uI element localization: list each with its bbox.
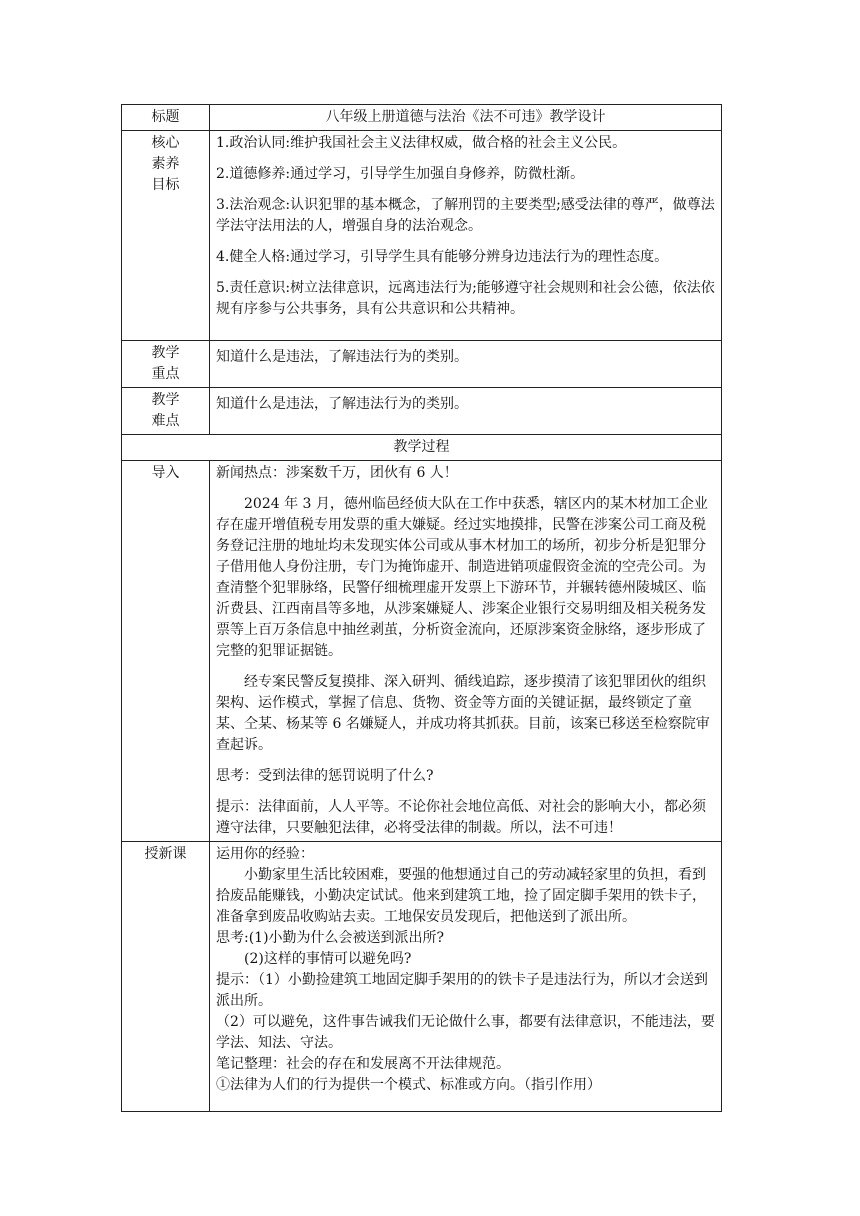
core-label-line: 目标 <box>151 177 180 193</box>
process-header-row <box>122 435 722 461</box>
intro-row <box>122 461 722 842</box>
new-lesson-point: ①法律为人们的行为提供一个模式、标准或方向。（指引作用） <box>216 1077 601 1093</box>
difficult-label-line: 教学 <box>151 392 180 408</box>
core-item: 4.健全人格:通过学习，引导学生具有能够分辨身边违法行为的理性态度。 <box>216 249 669 265</box>
new-lesson-note: 笔记整理：社会的存在和发展离不开法律规范。 <box>216 1056 510 1072</box>
intro-hint: 提示：法律面前，人人平等。不论你社会地位高低、对社会的影响大小，都必须遵守法律，只要触犯法律，必将受法律的制裁。所以，法不可违！ <box>216 799 706 836</box>
lesson-plan-table <box>121 104 722 1112</box>
intro-content <box>210 461 722 842</box>
core-item: 5.责任意识:树立法律意识，远离违法行为;能够遵守社会规则和社会公德，依法依规有序参与公共事务，具有公共意识和公共精神。 <box>216 280 715 317</box>
core-literacy-content <box>210 131 722 341</box>
intro-think: 思考：受到法律的惩罚说明了什么? <box>216 768 434 784</box>
core-literacy-label <box>122 131 210 341</box>
intro-paragraph: 经专案民警反复摸排、深入研判、循线追踪，逐步摸清了该犯罪团伙的组织架构、运作模式，掌握了信息、货物、资金等方面的关键证据，最终锁定了童某、仝某、杨某等 6 名嫌疑人，并成功将其抓获。目前，该案已移送至检察院审查起诉。 <box>216 674 710 753</box>
core-item: 3.法治观念:认识犯罪的基本概念，了解刑罚的主要类型;感受法律的尊严，做尊法学法守法用法的人，增强自身的法治观念。 <box>216 197 715 234</box>
new-lesson-question: 思考:(1)小勤为什么会被送到派出所? <box>216 930 445 946</box>
intro-label: 导入 <box>122 461 210 842</box>
key-point-row <box>122 341 722 388</box>
title-row <box>122 105 722 131</box>
difficult-point-row <box>122 388 722 435</box>
new-lesson-label: 授新课 <box>122 842 210 1112</box>
new-lesson-answer: 提示：（1）小勤捡建筑工地固定脚手架用的的铁卡子是违法行为，所以才会送到派出所。 <box>216 972 708 1009</box>
new-lesson-answer: （2）可以避免，这件事告诫我们无论做什么事，都要有法律意识，不能违法，要学法、知法、守法。 <box>216 1014 715 1051</box>
key-point-label <box>122 341 210 388</box>
intro-headline: 新闻热点：涉案数千万，团伙有 6 人！ <box>216 465 458 481</box>
core-item: 2.道德修养:通过学习，引导学生加强自身修养，防微杜渐。 <box>216 166 585 182</box>
key-label-line: 重点 <box>151 366 180 382</box>
core-literacy-row <box>122 131 722 341</box>
process-header: 教学过程 <box>122 435 722 461</box>
key-label-line: 教学 <box>151 345 180 361</box>
core-item: 1.政治认同:维护我国社会主义法律权威，做合格的社会主义公民。 <box>216 135 627 151</box>
new-lesson-row <box>122 842 722 1112</box>
core-label-line: 素养 <box>151 156 180 172</box>
new-lesson-content <box>210 842 722 1112</box>
new-lesson-lead: 运用你的经验： <box>216 846 314 862</box>
difficult-point-value: 知道什么是违法，了解违法行为的类别。 <box>210 388 722 435</box>
new-lesson-story: 小勤家里生活比较困难，要强的他想通过自己的劳动减轻家里的负担，看到拾废品能赚钱，小勤决定试试。他来到建筑工地，捡了固定脚手架用的铁卡子，准备拿到废品收购站去卖。工地保安员发现后，把他送到了派出所。 <box>216 867 706 925</box>
title-value: 八年级上册道德与法治《法不可违》教学设计 <box>210 105 722 131</box>
core-label-line: 核心 <box>151 135 180 151</box>
key-point-value: 知道什么是违法，了解违法行为的类别。 <box>210 341 722 388</box>
difficult-label-line: 难点 <box>151 413 180 429</box>
intro-paragraph: 2024 年 3 月，德州临邑经侦大队在工作中获悉，辖区内的某木材加工企业存在虚开增值税专用发票的重大嫌疑。经过实地摸排，民警在涉案公司工商及税务登记注册的地址均未发现实体公司或从事木材加工的场所，初步分析是犯罪分子借用他人身份注册，专门为掩饰虚开、制造进销项虚假资金流的空壳公司。为查清整个犯罪脉络，民警仔细梳理虚开发票上下游环节，并辗转德州陵城区、临沂费县、江西南昌等多地，从涉案嫌疑人、涉案企业银行交易明细及相关税务发票等上百万条信息中抽丝剥茧，分析资金流向，还原涉案资金脉络，逐步形成了完整的犯罪证据链。 <box>216 496 708 659</box>
title-label: 标题 <box>122 105 210 131</box>
difficult-point-label <box>122 388 210 435</box>
new-lesson-question: (2)这样的事情可以避免吗? <box>244 951 412 967</box>
